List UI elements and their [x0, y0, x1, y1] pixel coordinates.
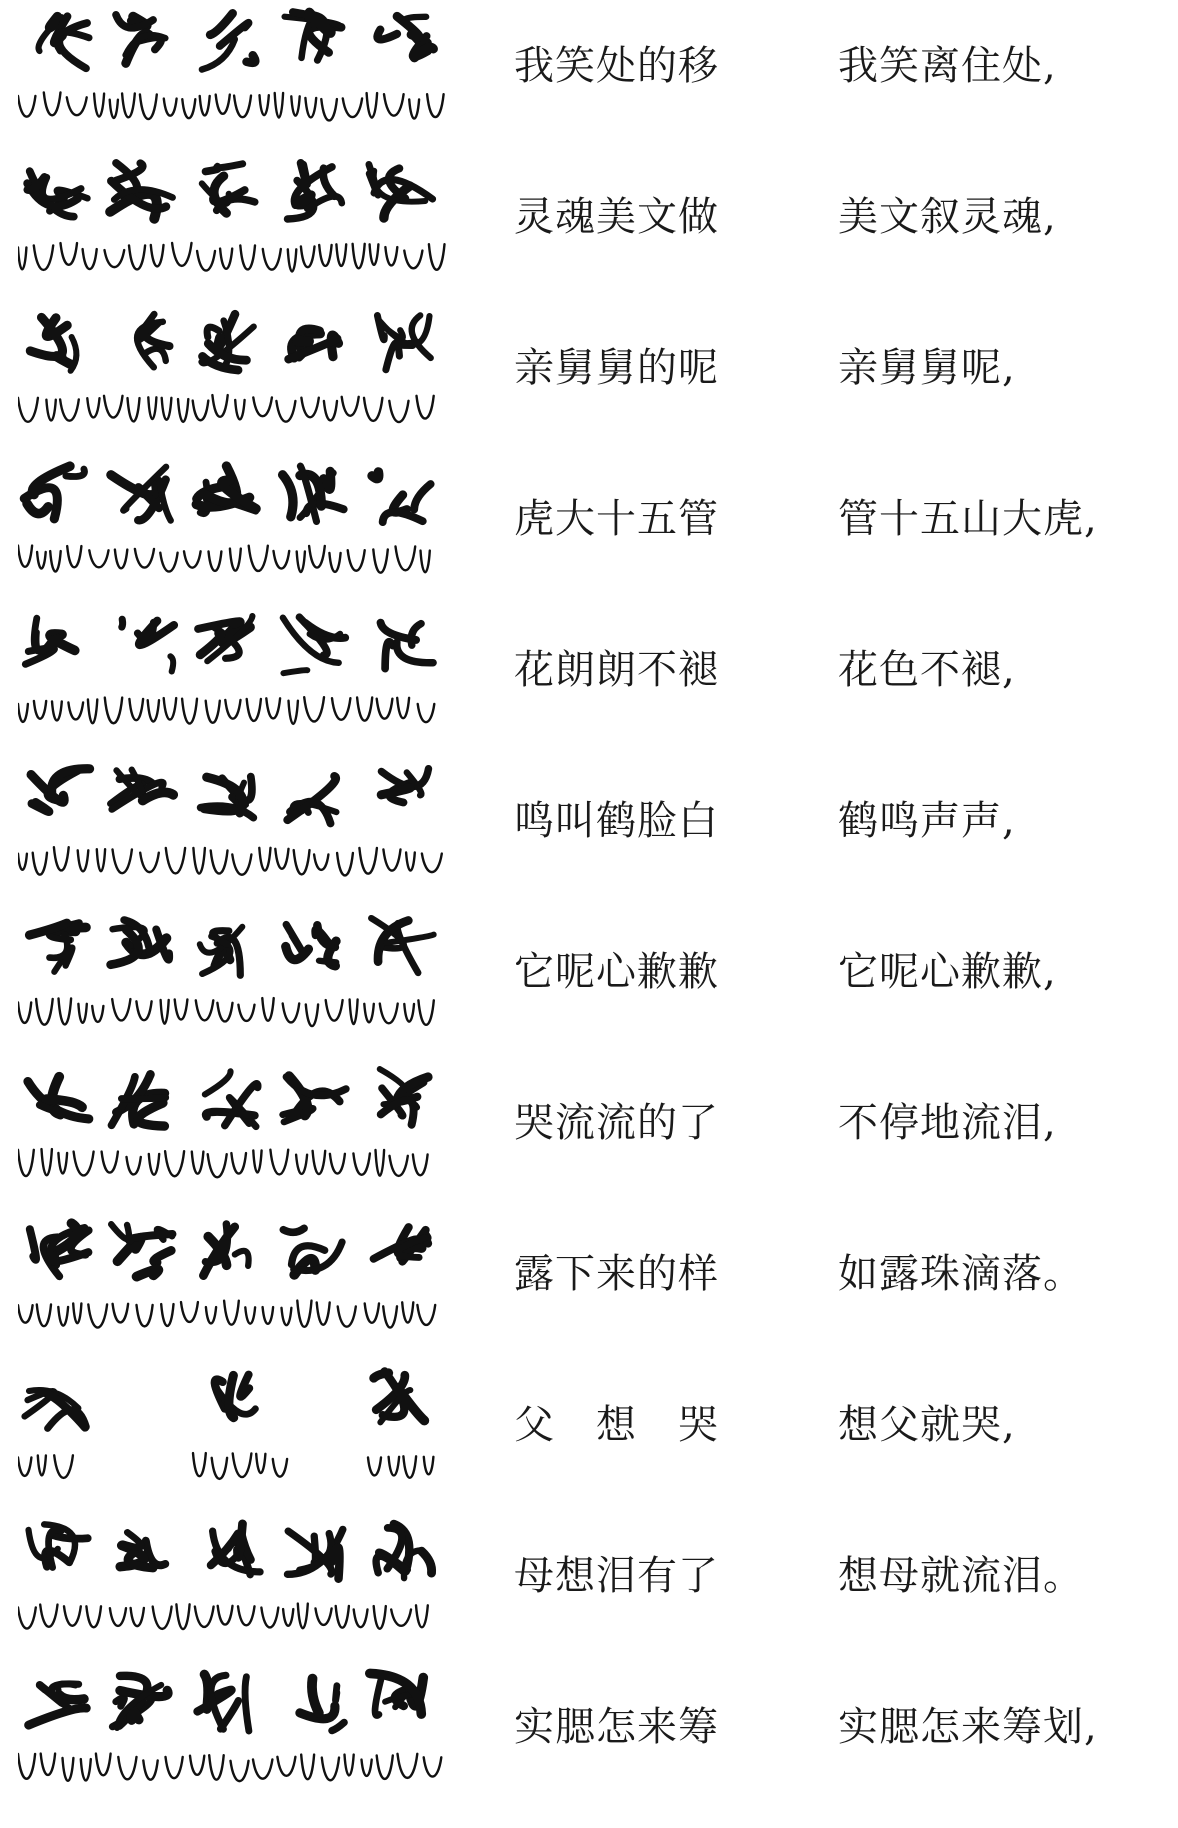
free-translation: 它呢心歉歉,	[838, 949, 1057, 995]
script-glyphs	[14, 1363, 454, 1441]
literal-gloss: 我笑处的移	[514, 43, 719, 89]
script-glyphs	[14, 4, 454, 82]
phonetic-transcription	[18, 1139, 454, 1185]
literal-gloss: 鸣叫鹤脸白	[514, 798, 719, 844]
literal-gloss: 实腮怎来筹	[514, 1704, 719, 1750]
verse-row	[0, 151, 1178, 302]
verse-row	[0, 1359, 1178, 1510]
verse-row	[0, 1510, 1178, 1661]
handwritten-script	[14, 759, 454, 899]
handwritten-script	[14, 1665, 454, 1805]
free-translation: 想父就哭,	[838, 1402, 1016, 1448]
script-glyphs	[14, 608, 454, 686]
phonetic-transcription	[18, 988, 454, 1034]
literal-gloss: 花朗朗不褪	[514, 647, 719, 693]
verse-row	[0, 1661, 1178, 1812]
phonetic-transcription	[18, 1592, 454, 1638]
script-glyphs	[14, 759, 454, 837]
script-glyphs	[14, 1212, 454, 1290]
verse-row	[0, 0, 1178, 151]
handwritten-script	[14, 1061, 454, 1201]
free-translation: 不停地流泪,	[838, 1100, 1057, 1146]
verse-row	[0, 453, 1178, 604]
handwritten-script	[14, 4, 454, 144]
phonetic-transcription	[18, 1441, 454, 1487]
phonetic-transcription	[18, 233, 454, 279]
script-glyphs	[14, 155, 454, 233]
phonetic-transcription	[18, 1743, 454, 1789]
script-glyphs	[14, 306, 454, 384]
free-translation: 我笑离住处,	[838, 43, 1057, 89]
literal-gloss: 亲舅舅的呢	[514, 345, 719, 391]
verse-row	[0, 1057, 1178, 1208]
verse-row	[0, 906, 1178, 1057]
literal-gloss: 灵魂美文做	[514, 194, 719, 240]
free-translation: 花色不褪,	[838, 647, 1016, 693]
handwritten-script	[14, 1514, 454, 1654]
verse-row	[0, 302, 1178, 453]
script-glyphs	[14, 1665, 454, 1743]
script-glyphs	[14, 1061, 454, 1139]
free-translation: 鹤鸣声声,	[838, 798, 1016, 844]
phonetic-transcription	[18, 384, 454, 430]
free-translation: 想母就流泪。	[838, 1553, 1084, 1599]
phonetic-transcription	[18, 837, 454, 883]
literal-gloss: 虎大十五管	[514, 496, 719, 542]
free-translation: 实腮怎来筹划,	[838, 1704, 1098, 1750]
script-glyphs	[14, 910, 454, 988]
free-translation: 亲舅舅呢,	[838, 345, 1016, 391]
handwritten-script	[14, 457, 454, 597]
phonetic-transcription	[18, 535, 454, 581]
handwritten-script	[14, 155, 454, 295]
handwritten-script	[14, 910, 454, 1050]
literal-gloss: 它呢心歉歉	[514, 949, 719, 995]
literal-gloss: 哭流流的了	[514, 1100, 719, 1146]
verse-row	[0, 755, 1178, 906]
handwritten-script	[14, 1212, 454, 1352]
free-translation: 美文叙灵魂,	[838, 194, 1057, 240]
phonetic-transcription	[18, 1290, 454, 1336]
verse-row	[0, 604, 1178, 755]
handwritten-script	[14, 608, 454, 748]
script-glyphs	[14, 457, 454, 535]
handwritten-script	[14, 306, 454, 446]
literal-gloss: 母想泪有了	[514, 1553, 719, 1599]
free-translation: 管十五山大虎,	[838, 496, 1098, 542]
verse-row	[0, 1208, 1178, 1359]
literal-gloss: 父 想 哭	[514, 1402, 719, 1448]
script-glyphs	[14, 1514, 454, 1592]
free-translation: 如露珠滴落。	[838, 1251, 1084, 1297]
phonetic-transcription	[18, 686, 454, 732]
literal-gloss: 露下来的样	[514, 1251, 719, 1297]
handwritten-script	[14, 1363, 454, 1503]
phonetic-transcription	[18, 82, 454, 128]
